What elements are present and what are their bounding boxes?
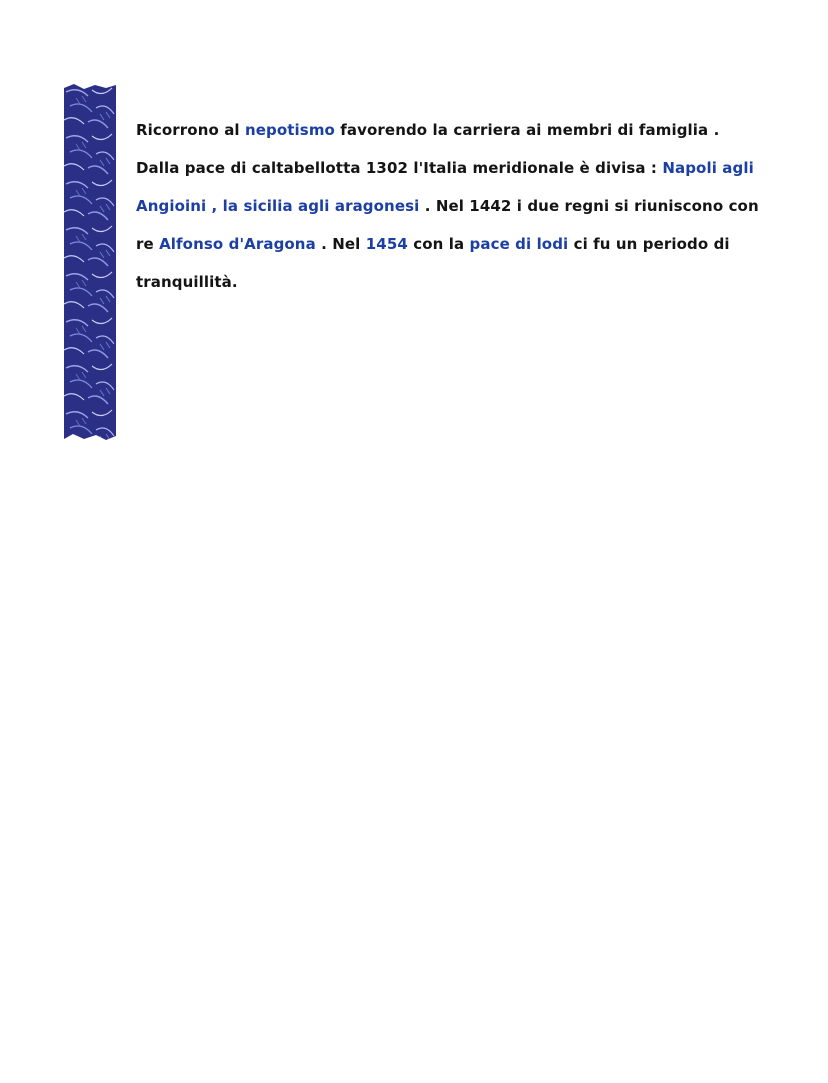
text-segment: Ricorrono al — [136, 121, 245, 139]
highlighted-term: Napoli agli — [662, 159, 754, 177]
text-line — [136, 263, 766, 301]
text-segment: Dalla pace di caltabellotta 1302 l'Italia meridionale è divisa : — [136, 159, 663, 177]
highlighted-term: Angioini , la sicilia agli aragonesi — [136, 197, 420, 215]
text-line — [136, 149, 766, 187]
text-line — [136, 225, 766, 263]
text-line — [136, 111, 766, 149]
feather-pattern-icon — [62, 84, 116, 440]
highlighted-term: 1454 — [365, 235, 408, 253]
text-line — [136, 187, 766, 225]
text-segment: tranquillità. — [136, 273, 238, 291]
highlighted-term: Alfonso d'Aragona — [159, 235, 316, 253]
text-segment: re — [136, 235, 160, 253]
highlighted-term: nepotismo — [244, 121, 335, 139]
text-segment: con la — [407, 235, 470, 253]
text-segment: ci fu un periodo di — [568, 235, 730, 253]
highlighted-term: pace di lodi — [469, 235, 569, 253]
text-segment: . Nel 1442 i due regni si riuniscono con — [419, 197, 759, 215]
washi-tape-decoration — [62, 84, 116, 440]
notes-paragraph — [136, 111, 766, 301]
text-segment: . Nel — [315, 235, 366, 253]
text-segment: favorendo la carriera ai membri di famiglia . — [334, 121, 720, 139]
